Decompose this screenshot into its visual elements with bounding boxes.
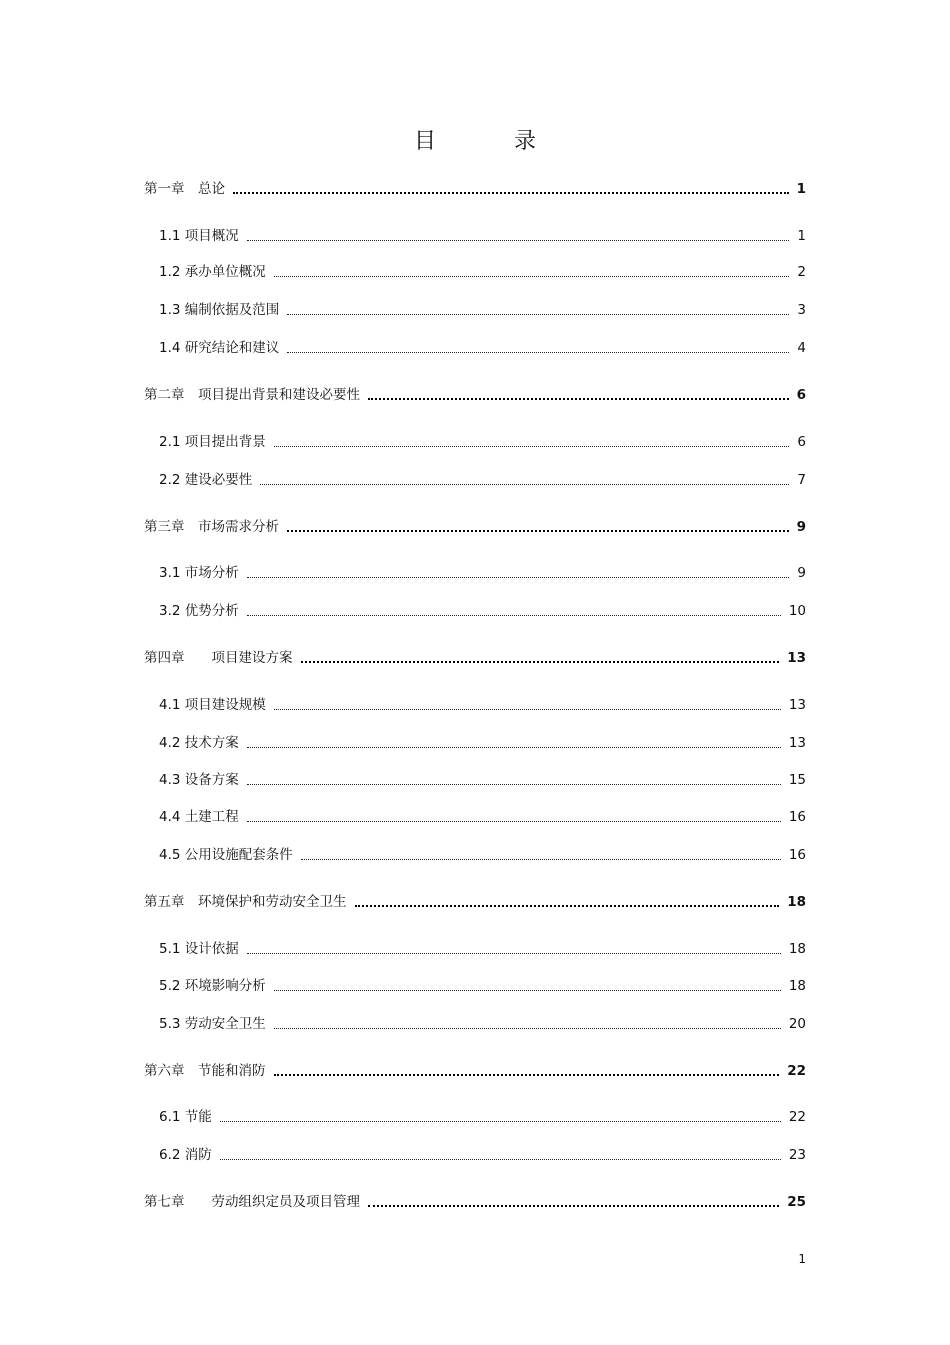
page-number: 1 — [798, 1252, 806, 1266]
toc-dot-leader — [247, 563, 790, 583]
toc-section-entry[interactable] — [159, 300, 806, 320]
toc-dot-leader — [355, 892, 780, 912]
toc-section-entry[interactable] — [159, 338, 806, 358]
toc-entry-page: 22 — [787, 1063, 806, 1079]
toc-dot-leader — [301, 648, 780, 668]
toc-chapter-entry[interactable] — [144, 179, 806, 199]
toc-section-entry[interactable] — [159, 432, 806, 452]
toc-dot-leader — [287, 338, 789, 358]
toc-dot-leader — [274, 432, 790, 452]
toc-entry-page: 2 — [797, 264, 806, 280]
toc-section-entry[interactable] — [159, 807, 806, 827]
toc-entry-page: 13 — [787, 650, 806, 666]
toc-entry-label: 1.2 承办单位概况 — [159, 264, 266, 280]
toc-dot-leader — [220, 1107, 781, 1127]
toc-entry-label: 4.2 技术方案 — [159, 735, 239, 751]
toc-section-entry[interactable] — [159, 733, 806, 753]
toc-entry-page: 18 — [788, 978, 806, 994]
toc-entry-label: 1.3 编制依据及范围 — [159, 302, 280, 318]
toc-entry-label: 2.2 建设必要性 — [159, 472, 253, 488]
toc-entry-label: 5.1 设计依据 — [159, 941, 239, 957]
toc-dot-leader — [368, 385, 789, 405]
toc-entry-page: 15 — [788, 772, 806, 788]
toc-entry-label: 6.1 节能 — [159, 1109, 212, 1125]
toc-chapter-entry[interactable] — [144, 385, 806, 405]
toc-entry-page: 16 — [788, 847, 806, 863]
toc-entry-label: 第三章 市场需求分析 — [144, 519, 279, 535]
toc-entry-label: 5.3 劳动安全卫生 — [159, 1016, 266, 1032]
toc-section-entry[interactable] — [159, 976, 806, 996]
toc-dot-leader — [287, 300, 789, 320]
toc-section-entry[interactable] — [159, 845, 806, 865]
toc-section-entry[interactable] — [159, 601, 806, 621]
toc-dot-leader — [247, 770, 781, 790]
toc-title: 目 录 — [413, 129, 564, 154]
toc-chapter-entry[interactable] — [144, 1061, 806, 1081]
toc-entry-page: 1 — [796, 181, 806, 197]
toc-entry-page: 6 — [797, 434, 806, 450]
toc-entry-label: 第五章 环境保护和劳动安全卫生 — [144, 894, 347, 910]
toc-chapter-entry[interactable] — [144, 892, 806, 912]
toc-entry-label: 4.1 项目建设规模 — [159, 697, 266, 713]
toc-section-entry[interactable] — [159, 226, 806, 246]
toc-entry-label: 4.4 土建工程 — [159, 809, 239, 825]
toc-entry-label: 2.1 项目提出背景 — [159, 434, 266, 450]
toc-dot-leader — [274, 262, 790, 282]
toc-entry-label: 5.2 环境影响分析 — [159, 978, 266, 994]
toc-entry-label: 第一章 总论 — [144, 181, 225, 197]
toc-entry-page: 13 — [788, 697, 806, 713]
toc-chapter-entry[interactable] — [144, 1192, 806, 1212]
toc-section-entry[interactable] — [159, 1107, 806, 1127]
toc-dot-leader — [247, 807, 781, 827]
toc-dot-leader — [247, 939, 781, 959]
toc-chapter-entry[interactable] — [144, 517, 806, 537]
toc-entry-page: 25 — [787, 1194, 806, 1210]
toc-dot-leader — [274, 976, 781, 996]
toc-entry-page: 10 — [788, 603, 806, 619]
toc-entry-page: 9 — [797, 565, 806, 581]
toc-dot-leader — [247, 601, 781, 621]
toc-entry-label: 6.2 消防 — [159, 1147, 212, 1163]
toc-dot-leader — [260, 470, 789, 490]
toc-dot-leader — [220, 1145, 781, 1165]
toc-section-entry[interactable] — [159, 1014, 806, 1034]
toc-dot-leader — [274, 1014, 781, 1034]
toc-entry-page: 18 — [787, 894, 806, 910]
toc-chapter-entry[interactable] — [144, 648, 806, 668]
toc-entry-label: 第六章 节能和消防 — [144, 1063, 266, 1079]
toc-entry-page: 7 — [797, 472, 806, 488]
toc-dot-leader — [247, 226, 790, 246]
toc-entry-page: 23 — [788, 1147, 806, 1163]
toc-section-entry[interactable] — [159, 1145, 806, 1165]
toc-entry-page: 9 — [796, 519, 806, 535]
toc-entry-page: 6 — [796, 387, 806, 403]
toc-entry-label: 4.5 公用设施配套条件 — [159, 847, 293, 863]
toc-entry-label: 第七章 劳动组织定员及项目管理 — [144, 1194, 360, 1210]
toc-section-entry[interactable] — [159, 939, 806, 959]
toc-dot-leader — [368, 1192, 779, 1212]
toc-entry-label: 3.1 市场分析 — [159, 565, 239, 581]
toc-entry-label: 1.4 研究结论和建议 — [159, 340, 280, 356]
toc-dot-leader — [274, 695, 781, 715]
toc-entry-page: 1 — [797, 228, 806, 244]
toc-entry-label: 1.1 项目概况 — [159, 228, 239, 244]
toc-entry-label: 第四章 项目建设方案 — [144, 650, 293, 666]
toc-dot-leader — [287, 517, 789, 537]
toc-entry-label: 3.2 优势分析 — [159, 603, 239, 619]
toc-entry-page: 13 — [788, 735, 806, 751]
toc-entry-page: 4 — [797, 340, 806, 356]
toc-entry-page: 16 — [788, 809, 806, 825]
toc-section-entry[interactable] — [159, 563, 806, 583]
toc-section-entry[interactable] — [159, 695, 806, 715]
toc-entry-page: 3 — [797, 302, 806, 318]
toc-dot-leader — [247, 733, 781, 753]
toc-dot-leader — [233, 179, 789, 199]
toc-entry-page: 22 — [788, 1109, 806, 1125]
toc-section-entry[interactable] — [159, 262, 806, 282]
toc-entry-label: 第二章 项目提出背景和建设必要性 — [144, 387, 360, 403]
toc-entry-label: 4.3 设备方案 — [159, 772, 239, 788]
toc-dot-leader — [301, 845, 781, 865]
toc-section-entry[interactable] — [159, 470, 806, 490]
toc-section-entry[interactable] — [159, 770, 806, 790]
toc-dot-leader — [274, 1061, 780, 1081]
toc-entry-page: 18 — [788, 941, 806, 957]
toc-entry-page: 20 — [788, 1016, 806, 1032]
